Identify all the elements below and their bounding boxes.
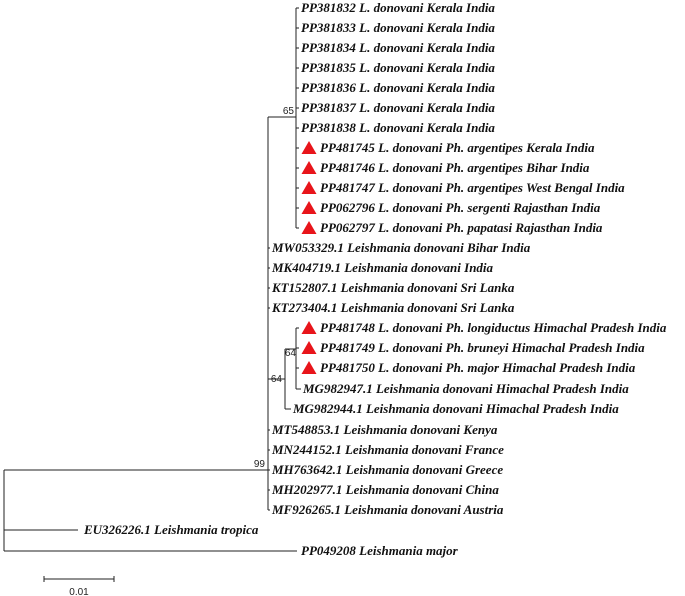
- taxon-label-t19: PP481750 L. donovani Ph. major Himachal Pradesh India: [320, 360, 636, 375]
- taxon-label-t22: MT548853.1 Leishmania donovani Kenya: [272, 422, 498, 437]
- red-triangle-icon: [302, 161, 317, 174]
- bootstrap-node-99: 99: [253, 459, 265, 470]
- scale-bar: [44, 576, 114, 596]
- red-triangle-icon: [302, 321, 317, 334]
- taxon-label-t23: MN244152.1 Leishmania donovani France: [272, 442, 504, 457]
- taxon-label-t12: PP062797 L. donovani Ph. papatasi Rajasthan India: [320, 220, 603, 235]
- taxon-label-t13: MW053329.1 Leishmania donovani Bihar India: [272, 240, 531, 255]
- taxon-label-t27: EU326226.1 Leishmania tropica: [84, 522, 259, 537]
- taxon-label-t28: PP049208 Leishmania major: [301, 543, 458, 558]
- taxon-label-t4: PP381835 L. donovani Kerala India: [301, 60, 495, 75]
- taxon-labels: [83, 0, 667, 558]
- bootstrap-node-65: 65: [282, 106, 294, 117]
- taxon-label-t16: KT273404.1 Leishmania donovani Sri Lanka: [272, 300, 515, 315]
- red-triangle-icon: [302, 341, 317, 354]
- taxon-label-t15: KT152807.1 Leishmania donovani Sri Lanka: [272, 280, 515, 295]
- taxon-label-t9: PP481746 L. donovani Ph. argentipes Bihar India: [320, 160, 590, 175]
- taxon-label-t20: MG982947.1 Leishmania donovani Himachal Pradesh India: [303, 381, 629, 396]
- taxon-label-t1: PP381832 L. donovani Kerala India: [301, 0, 495, 15]
- bootstrap-node-64-outer: 64: [270, 374, 282, 385]
- taxon-label-t25: MH202977.1 Leishmania donovani China: [272, 482, 499, 497]
- sample-markers: [302, 141, 317, 374]
- red-triangle-icon: [302, 181, 317, 194]
- taxon-label-t17: PP481748 L. donovani Ph. longiductus Himachal Pradesh India: [320, 320, 667, 335]
- taxon-label-t8: PP481745 L. donovani Ph. argentipes Kerala India: [320, 140, 595, 155]
- taxon-label-t10: PP481747 L. donovani Ph. argentipes West Bengal India: [320, 180, 625, 195]
- taxon-label-t26: MF926265.1 Leishmania donovani Austria: [272, 502, 504, 517]
- taxon-label-t24: MH763642.1 Leishmania donovani Greece: [272, 462, 504, 477]
- red-triangle-icon: [302, 141, 317, 154]
- taxon-label-t3: PP381834 L. donovani Kerala India: [301, 40, 495, 55]
- red-triangle-icon: [302, 361, 317, 374]
- taxon-label-t18: PP481749 L. donovani Ph. bruneyi Himachal Pradesh India: [320, 340, 645, 355]
- taxon-label-t5: PP381836 L. donovani Kerala India: [301, 80, 495, 95]
- taxon-label-t21: MG982944.1 Leishmania donovani Himachal Pradesh India: [293, 401, 619, 416]
- red-triangle-icon: [302, 221, 317, 234]
- taxon-label-t11: PP062796 L. donovani Ph. sergenti Rajasthan India: [320, 200, 601, 215]
- taxon-label-t7: PP381838 L. donovani Kerala India: [301, 120, 495, 135]
- taxon-label-t2: PP381833 L. donovani Kerala India: [301, 20, 495, 35]
- taxon-label-t14: MK404719.1 Leishmania donovani India: [272, 260, 494, 275]
- bootstrap-node-64-inner: 64: [284, 348, 296, 359]
- red-triangle-icon: [302, 201, 317, 214]
- taxon-label-t6: PP381837 L. donovani Kerala India: [301, 100, 495, 115]
- scale-bar-label: 0.01: [69, 587, 89, 596]
